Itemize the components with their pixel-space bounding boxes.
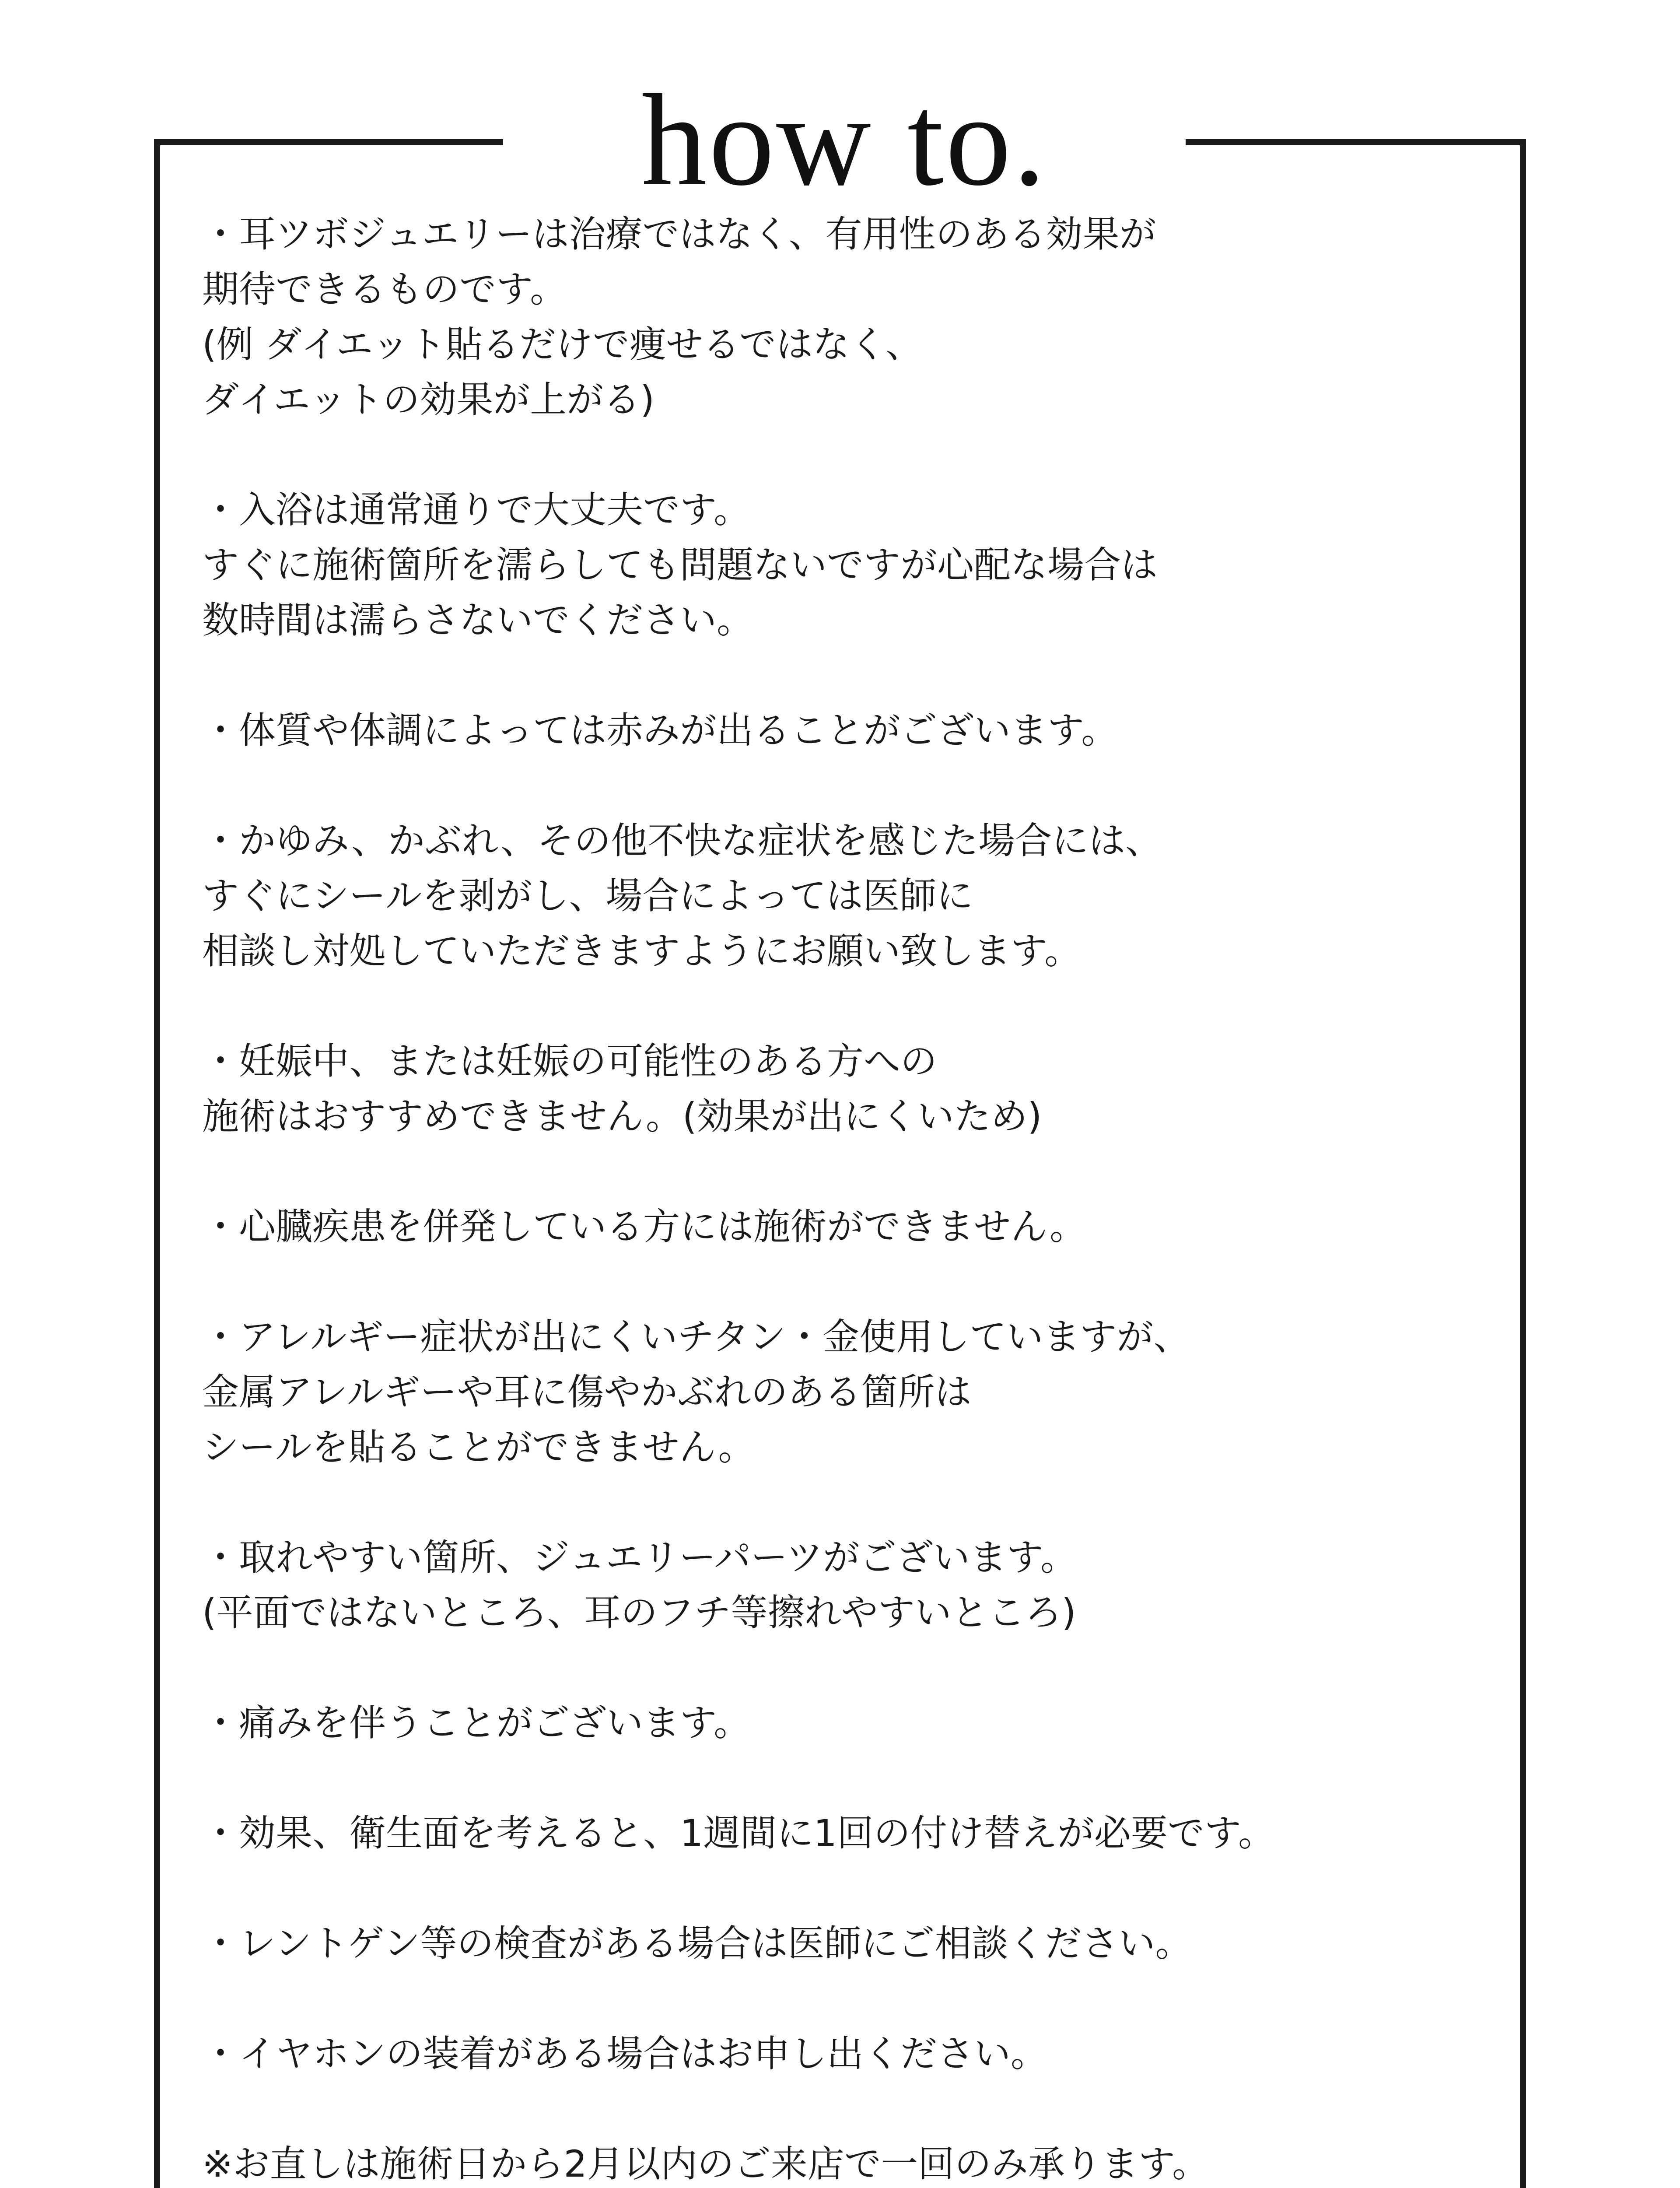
instruction-paragraph	[202, 1695, 1506, 1750]
page-title: how to.	[641, 67, 1047, 213]
instruction-line: (平面ではないところ、耳のフチ等擦れやすいところ)	[202, 1591, 1076, 1634]
instruction-paragraph	[202, 482, 1506, 648]
instruction-line: ・心臓疾患を併発している方には施術ができません。	[202, 1205, 1087, 1248]
instruction-line: 施術はおすすめできません。(効果が出にくいため)	[202, 1095, 1042, 1138]
instruction-line: ・体質や体調によっては赤みが出ることがございます。	[202, 709, 1118, 752]
instruction-paragraph	[202, 1916, 1506, 1971]
instruction-paragraph	[202, 1530, 1506, 1640]
instruction-line: ・痛みを伴うことがございます。	[202, 1701, 751, 1744]
instruction-line: ・取れやすい箇所、ジュエリーパーツがございます。	[202, 1536, 1078, 1579]
instruction-line: (例 ダイエット貼るだけで痩せるではなく、	[202, 323, 923, 366]
instruction-line: ・かゆみ、かぶれ、その他不快な症状を感じた場合には、	[202, 819, 1162, 862]
instruction-line: ・入浴は通常通りで大丈夫です。	[202, 488, 751, 531]
instruction-paragraph	[202, 1034, 1506, 1144]
instruction-paragraph	[202, 1309, 1506, 1475]
instruction-line: 相談し対処していただきますようにお願い致します。	[202, 929, 1082, 972]
instruction-paragraph	[202, 1199, 1506, 1254]
instruction-paragraph	[202, 2136, 1506, 2188]
instruction-paragraph	[202, 2026, 1506, 2081]
instruction-line: ・効果、衛生面を考えると、1週間に1回の付け替えが必要です。	[202, 1812, 1275, 1855]
instruction-line: ・レントゲン等の検査がある場合は医師にご相談ください。	[202, 1922, 1192, 1965]
instruction-line: 数時間は濡らさないでください。	[202, 599, 754, 642]
instruction-line: ・妊娠中、または妊娠の可能性のある方への	[202, 1040, 938, 1083]
instruction-line: ※お直しは施術日から2月以内のご来店で一回のみ承ります。	[202, 2142, 1209, 2185]
instruction-line: 期待できるものです。	[202, 268, 567, 311]
instructions-body	[202, 207, 1506, 2188]
instruction-paragraph	[202, 813, 1506, 978]
instruction-line: ・アレルギー症状が出にくいチタン・金使用していますが、	[202, 1315, 1190, 1358]
instruction-paragraph	[202, 1806, 1506, 1861]
instruction-paragraph	[202, 703, 1506, 758]
instruction-paragraph	[202, 207, 1506, 427]
instruction-line: 金属アレルギーや耳に傷やかぶれのある箇所は	[202, 1371, 972, 1413]
instruction-line: すぐにシールを剥がし、場合によっては医師に	[202, 874, 973, 917]
instruction-line: ・耳ツボジュエリーは治療ではなく、有用性のある効果が	[202, 213, 1156, 256]
instruction-line: ・イヤホンの装着がある場合はお申し出ください。	[202, 2032, 1048, 2075]
instruction-line: ダイエットの効果が上がる)	[202, 378, 655, 421]
instruction-line: すぐに施術箇所を濡らしても問題ないですが心配な場合は	[202, 543, 1158, 586]
instruction-line: シールを貼ることができません。	[202, 1426, 755, 1469]
